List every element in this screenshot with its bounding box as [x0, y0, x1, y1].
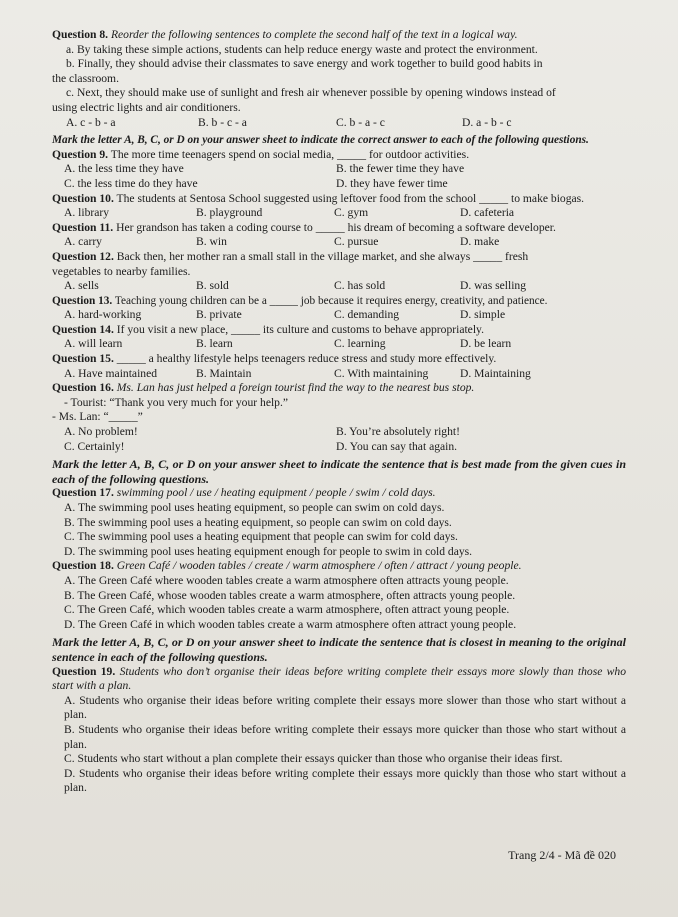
q10-stem: The students at Sentosa School suggested using leftover food from the school _____ to make biogas.: [116, 191, 585, 205]
q10-option-d[interactable]: D. cafeteria: [460, 206, 515, 220]
q8-sentence-b-cont: the classroom.: [52, 71, 119, 85]
q16-option-b[interactable]: B. You’re absolutely right!: [336, 425, 460, 439]
q14-stem-line: [52, 323, 626, 338]
q8-stem-line: [52, 28, 626, 43]
instruction-3: Mark the letter A, B, C, or D on your answer sheet to indicate the sentence that is closest in meaning to the original sentence in each of the following questions.: [52, 635, 626, 664]
q13-stem-line: [52, 294, 626, 309]
q18-stem-line: [52, 559, 626, 574]
q8-option-d[interactable]: D. a - b - c: [462, 115, 512, 129]
q8-sentence-a: a. By taking these simple actions, students can help reduce energy waste and protect the environment.: [66, 42, 538, 56]
q16-option-c[interactable]: C. Certainly!: [64, 439, 125, 453]
q16-dialogue-tourist: - Tourist: “Thank you very much for your help.”: [64, 395, 289, 409]
q14-options: [52, 337, 626, 352]
q16-stem: Ms. Lan has just helped a foreign tourist find the way to the nearest bus stop.: [116, 381, 475, 395]
q11-stem: Her grandson has taken a coding course to _____ his dream of becoming a software developer.: [116, 220, 556, 234]
q15-stem: _____ a healthy lifestyle helps teenagers reduce stress and study more effectively.: [116, 352, 497, 366]
q15-title: Question 15.: [52, 352, 114, 366]
q9-stem-line: [52, 148, 626, 163]
q19-stem-line: [52, 665, 626, 694]
q11-options: [52, 235, 626, 250]
q12-option-b[interactable]: B. sold: [196, 279, 229, 293]
q8-option-b[interactable]: B. b - c - a: [198, 115, 247, 129]
q12-stem: Back then, her mother ran a small stall in the village market, and she always _____ fresh: [116, 249, 529, 263]
q12-option-d[interactable]: D. was selling: [460, 279, 527, 293]
q10-title: Question 10.: [52, 191, 114, 205]
q16-dialogue-mslan: - Ms. Lan: “_____”: [52, 410, 143, 424]
q16-stem-line: [52, 381, 626, 396]
q10-stem-line: [52, 192, 626, 207]
q9-title: Question 9.: [52, 147, 109, 161]
q17-title: Question 17.: [52, 486, 114, 500]
q11-option-d[interactable]: D. make: [460, 235, 500, 249]
q14-option-d[interactable]: D. be learn: [460, 337, 512, 351]
q8-options: [52, 116, 626, 131]
instruction-2: Mark the letter A, B, C, or D on your answer sheet to indicate the sentence that is best made from the given cues in each of the following questions.: [52, 457, 626, 486]
q8-sentence-c: c. Next, they should make use of sunlight and fresh air whenever possible by opening windows instead of: [66, 86, 556, 100]
q19-option-a[interactable]: A. Students who organise their ideas before writing complete their essays more slower than those who start without a plan.: [64, 693, 626, 722]
q10-option-b[interactable]: B. playground: [196, 206, 263, 220]
q14-stem: If you visit a new place, _____ its culture and customs to behave appropriately.: [116, 322, 484, 336]
q18-option-b[interactable]: B. The Green Café, whose wooden tables create a warm atmosphere, often attracts young people.: [64, 588, 516, 602]
q15-option-d[interactable]: D. Maintaining: [460, 366, 531, 380]
q13-options: [52, 308, 626, 323]
q9-stem: The more time teenagers spend on social media, _____ for outdoor activities.: [110, 147, 470, 161]
q11-title: Question 11.: [52, 220, 114, 234]
q12-stem-cont: vegetables to nearby families.: [52, 264, 191, 278]
q18-option-d[interactable]: D. The Green Café in which wooden tables create a warm atmosphere often attract young people.: [64, 617, 517, 631]
q11-option-c[interactable]: C. pursue: [334, 235, 379, 249]
q9-option-c[interactable]: C. the less time do they have: [64, 176, 198, 190]
instruction-1: Mark the letter A, B, C, or D on your answer sheet to indicate the correct answer to each of the following questions.: [52, 134, 589, 147]
q9-option-a[interactable]: A. the less time they have: [64, 162, 184, 176]
q12-title: Question 12.: [52, 249, 114, 263]
q8-sentence-c-cont: using electric lights and air conditioners.: [52, 100, 241, 114]
q12-option-a[interactable]: A. sells: [64, 279, 99, 293]
q19-title: Question 19.: [52, 664, 116, 678]
q10-option-a[interactable]: A. library: [64, 206, 110, 220]
q8-option-a[interactable]: A. c - b - a: [66, 115, 116, 129]
q17-option-c[interactable]: C. The swimming pool uses a heating equipment that people can swim for cold days.: [64, 530, 458, 544]
q19-stem: Students who don’t organise their ideas before writing complete their essays more slowly than those who start with a plan.: [52, 664, 626, 693]
q14-option-a[interactable]: A. will learn: [64, 337, 123, 351]
q15-options: [52, 367, 626, 382]
q11-option-a[interactable]: A. carry: [64, 235, 102, 249]
q12-stem-line: [52, 250, 626, 265]
q11-option-b[interactable]: B. win: [196, 235, 227, 249]
q8-title: Question 8.: [52, 28, 109, 41]
q13-option-a[interactable]: A. hard-working: [64, 308, 142, 322]
q15-option-a[interactable]: A. Have maintained: [64, 366, 158, 380]
q19-option-d[interactable]: D. Students who organise their ideas before writing complete their essays more quickly than those who start without a plan.: [64, 766, 626, 795]
q9-option-d[interactable]: D. they have fewer time: [336, 176, 448, 190]
q11-stem-line: [52, 221, 626, 236]
q16-option-a[interactable]: A. No problem!: [64, 425, 138, 439]
q19-option-b[interactable]: B. Students who organise their ideas before writing complete their essays more quicker than those who start without a plan.: [64, 722, 626, 751]
q16-title: Question 16.: [52, 381, 114, 395]
q8-stem: Reorder the following sentences to complete the second half of the text in a logical way.: [110, 28, 518, 41]
q8-sentence-b: b. Finally, they should advise their classmates to save energy and work together to build good habits in: [66, 57, 543, 71]
q16-options-row2: [52, 440, 626, 455]
q14-title: Question 14.: [52, 322, 114, 336]
q17-option-a[interactable]: A. The swimming pool uses heating equipment, so people can swim on cold days.: [64, 501, 445, 514]
q12-options: [52, 279, 626, 294]
q18-cues: Green Café / wooden tables / create / warm atmosphere / often / attract / young people.: [116, 559, 522, 573]
q17-option-b[interactable]: B. The swimming pool uses a heating equipment, so people can swim on cold days.: [64, 515, 452, 529]
q13-option-c[interactable]: C. demanding: [334, 308, 400, 322]
q18-option-c[interactable]: C. The Green Café, which wooden tables create a warm atmosphere, often attract young people.: [64, 603, 510, 617]
q9-option-b[interactable]: B. the fewer time they have: [336, 162, 465, 176]
q13-option-d[interactable]: D. simple: [460, 308, 506, 322]
q17-cues: swimming pool / use / heating equipment / people / swim / cold days.: [116, 486, 436, 500]
q9-options-row2: [52, 177, 626, 192]
q9-options-row1: [52, 162, 626, 177]
q17-option-d[interactable]: D. The swimming pool uses heating equipment enough for people to swim in cold days.: [64, 544, 473, 558]
q8-option-c[interactable]: C. b - a - c: [336, 115, 385, 129]
q18-title: Question 18.: [52, 559, 114, 573]
q15-stem-line: [52, 352, 626, 367]
page-footer: Trang 2/4 - Mã đề 020: [508, 848, 616, 862]
q12-option-c[interactable]: C. has sold: [334, 279, 386, 293]
q16-options-row1: [52, 425, 626, 440]
q16-option-d[interactable]: D. You can say that again.: [336, 439, 458, 453]
q10-option-c[interactable]: C. gym: [334, 206, 369, 220]
q17-stem-line: [52, 486, 626, 501]
q13-title: Question 13.: [52, 294, 113, 307]
q14-option-b[interactable]: B. learn: [196, 337, 233, 351]
q15-option-c[interactable]: C. With maintaining: [334, 366, 429, 380]
q18-option-a[interactable]: A. The Green Café where wooden tables create a warm atmosphere often attracts young people.: [64, 573, 509, 587]
q15-option-b[interactable]: B. Maintain: [196, 366, 252, 380]
q10-options: [52, 206, 626, 221]
q13-option-b[interactable]: B. private: [196, 308, 242, 322]
q13-stem: Teaching young children can be a _____ job because it requires energy, creativity, and patience.: [114, 294, 548, 307]
q14-option-c[interactable]: C. learning: [334, 337, 386, 351]
q19-option-c[interactable]: C. Students who start without a plan complete their essays quicker than those who organise their ideas first.: [64, 752, 563, 766]
